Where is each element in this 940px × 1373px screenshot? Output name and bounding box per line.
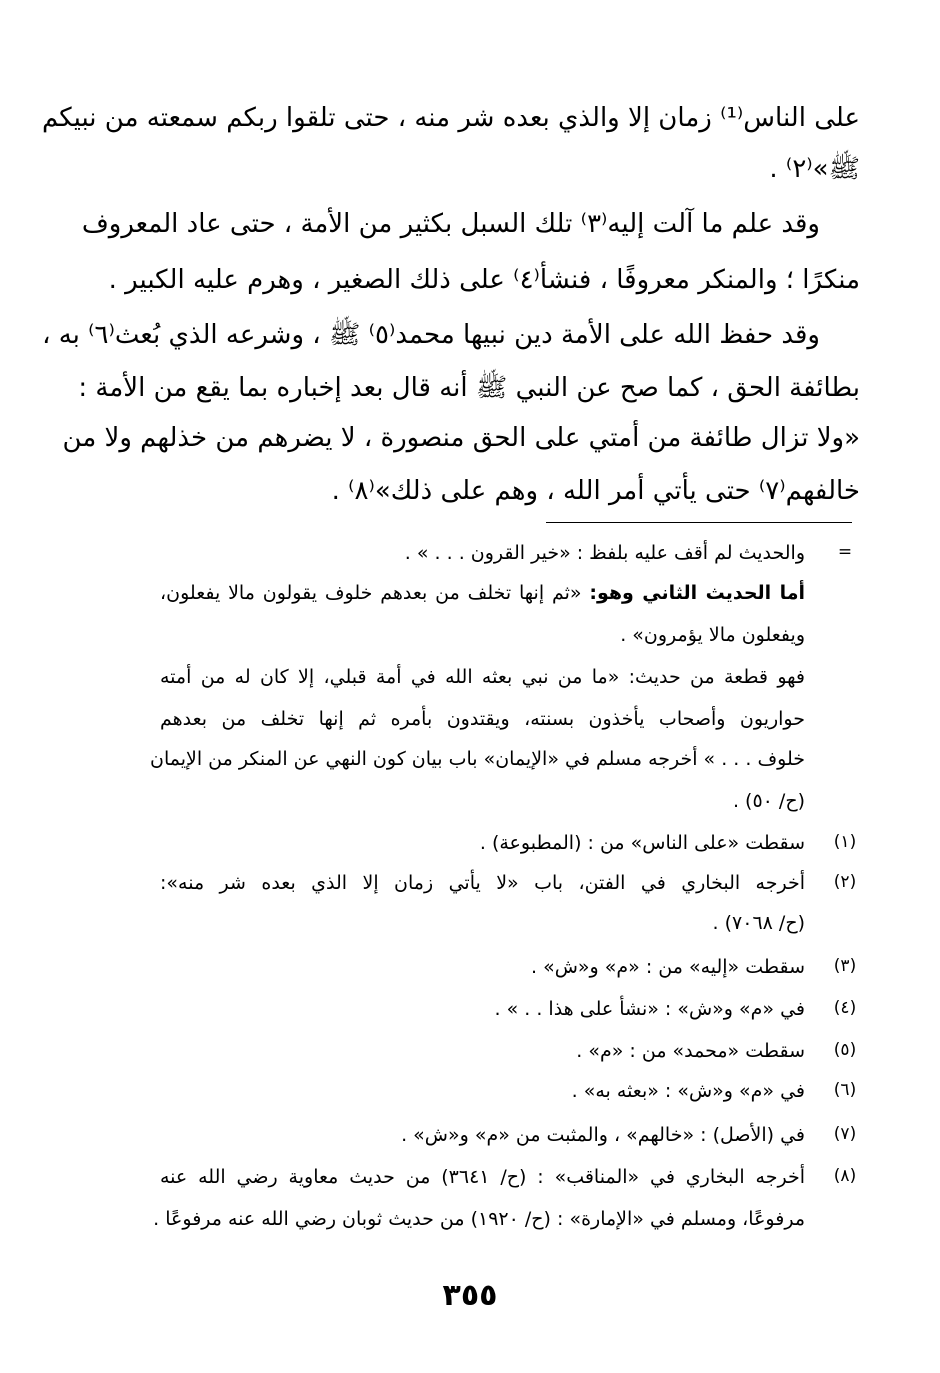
footnote-number: (٤) — [833, 998, 857, 1018]
main-text-line: بطائفة الحق ، كما صح عن النبي ﷺ أنه قال بعد إخباره بما يقع من الأمة : — [78, 373, 860, 403]
main-text-line: ﷺ»⁽٢⁾ . — [769, 154, 860, 184]
continuation-bold-lead: أما الحديث الثاني وهو: — [589, 582, 805, 604]
continuation-line: حواريون وأصحاب يأخذون بسنته، ويقتدون بأمره ثم إنها تخلف من بعدهم — [160, 708, 805, 730]
main-text-line: وقد حفظ الله على الأمة دين نبيها محمد⁽٥⁾ ﷺ ، وشرعه الذي بُعث⁽٦⁾ به ، — [42, 320, 820, 350]
footnote-number: (٨) — [833, 1166, 857, 1186]
footnote-text: سقطت «إليه» من : «م» و«ش» . — [531, 956, 805, 978]
footnote-number: (٧) — [833, 1124, 857, 1144]
footnote-number: (٣) — [833, 956, 857, 976]
footnote-number: (٦) — [833, 1080, 857, 1100]
footnote-text: أخرجه البخاري في «المناقب» : (ح/ ٣٦٤١) من حديث معاوية رضي الله عنه — [160, 1166, 805, 1188]
footnote-text: (ح/ ٧٠٦٨) . — [712, 912, 805, 934]
continuation-line — [160, 582, 805, 605]
footnote-text: في «م» و«ش» : «بعثه به» . — [571, 1080, 805, 1102]
continuation-marker: = — [837, 542, 853, 562]
footnote-text: سقطت «على الناس» من : (المطبوعة) . — [479, 832, 805, 854]
main-text-line: على الناس⁽¹⁾ زمان إلا والذي بعده شر منه ، حتى تلقوا ربكم سمعته من نبيكم — [41, 103, 860, 133]
footnote-number: (١) — [833, 832, 857, 852]
continuation-line: ويفعلون مالا يؤمرون» . — [620, 624, 805, 646]
main-text-line: خالفهم⁽٧⁾ حتى يأتي أمر الله ، وهم على ذلك»⁽٨⁾ . — [331, 476, 860, 506]
footnote-text: سقطت «محمد» من : «م» . — [576, 1040, 805, 1062]
continuation-line: خلوف . . . » أخرجه مسلم في «الإيمان» باب بيان كون النهي عن المنكر من الإيمان — [150, 748, 805, 770]
footnote-text: في «م» و«ش» : «نشأ على هذا . . » . — [494, 998, 805, 1020]
main-text-line: وقد علم ما آلت إليه⁽٣⁾ تلك السبل بكثير من الأمة ، حتى عاد المعروف — [81, 209, 820, 239]
main-text-line: منكرًا ؛ والمنكر معروفًا ، فنشأ⁽٤⁾ على ذلك الصغير ، وهرم عليه الكبير . — [108, 265, 860, 295]
footnote-number: (٥) — [833, 1040, 857, 1060]
footnote-number: (٢) — [833, 872, 857, 892]
continuation-line: والحديث لم أقف عليه بلفظ : «خير القرون . . . » . — [404, 542, 805, 564]
page-number: ٣٥٥ — [442, 1278, 498, 1313]
footnote-text: في (الأصل) : «خالهم» ، والمثبت من «م» و«ش» . — [401, 1124, 805, 1146]
continuation-quote: «ثم إنها تخلف من بعدهم خلوف يقولون مالا يفعلون، — [160, 582, 590, 604]
footnote-divider — [546, 522, 852, 523]
continuation-line: (ح/ ٥٠) . — [732, 790, 805, 812]
main-text-line: «ولا تزال طائفة من أمتي على الحق منصورة ، لا يضرهم من خذلهم ولا من — [62, 423, 860, 453]
footnote-text: أخرجه البخاري في الفتن، باب «لا يأتي زمان إلا الذي بعده شر منه»: — [160, 872, 805, 894]
continuation-line: فهو قطعة من حديث: «ما من نبي بعثه الله في أمة قبلي، إلا كان له من أمته — [160, 666, 805, 688]
footnote-text: مرفوعًا، ومسلم في «الإمارة» : (ح/ ١٩٢٠) من حديث ثوبان رضي الله عنه مرفوعًا . — [153, 1208, 805, 1230]
